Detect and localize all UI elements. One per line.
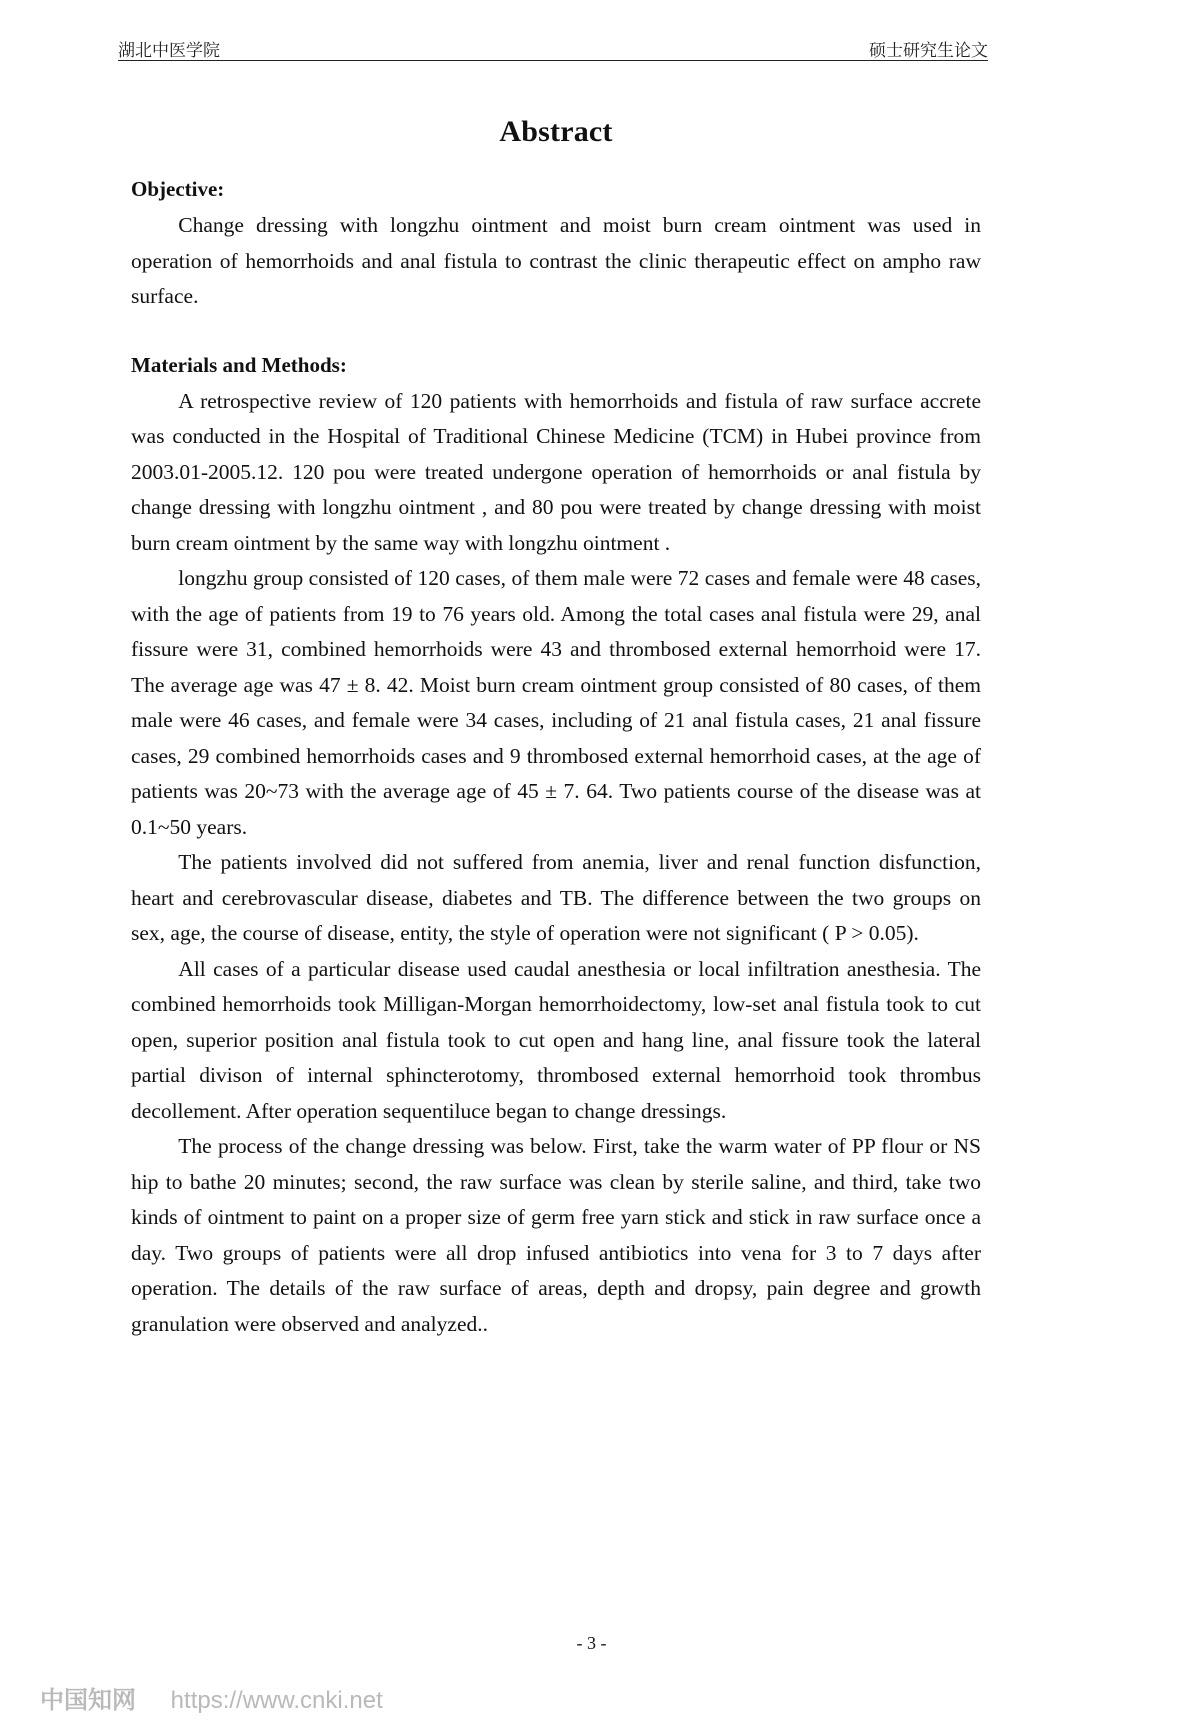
- methods-paragraph-4: All cases of a particular disease used caudal anesthesia or local infiltration anesthesia. The combined hemorrhoids took Milligan-Morgan hemorrhoidectomy, low-set anal fistula took to cut open, superior position anal fistula took to cut open and hang line, anal fissure took the lateral partial divison of internal sphincterotomy, thrombosed external hemorrhoid took thrombus decollement. After operation sequentiluce began to change dressings.: [131, 956, 981, 1123]
- running-header: [118, 34, 988, 61]
- methods-paragraph-2: longzhu group consisted of 120 cases, of them male were 72 cases and female were 48 cases, with the age of patients from 19 to 76 years old. Among the total cases anal fistula were 29, anal fissure were 31, combined hemorrhoids were 43 and thrombosed external hemorrhoid were 17. The average age was 47 ± 8. 42. Moist burn cream ointment group consisted of 80 cases, of them male were 46 cases, and female were 34 cases, including of 21 anal fistula cases, 21 anal fissure cases, 29 combined hemorrhoids cases and 9 thrombosed external hemorrhoid cases, at the age of patients was 20~73 with the average age of 45 ± 7. 64. Two patients course of the disease was at 0.1~50 years.: [131, 566, 981, 839]
- methods-paragraph-1: A retrospective review of 120 patients with hemorrhoids and fistula of raw surface accrete was conducted in the Hospital of Traditional Chinese Medicine (TCM) in Hubei province from 2003.01-2005.12. 120 pou were treated undergone operation of hemorrhoids or anal fistula by change dressing with longzhu ointment , and 80 pou were treated by change dressing with moist burn cream ointment by the same way with longzhu ointment .: [131, 388, 981, 555]
- page-title: Abstract: [499, 115, 613, 148]
- watermark-url: https://www.cnki.net: [170, 1687, 383, 1714]
- methods-paragraph-3: The patients involved did not suffered from anemia, liver and renal function disfunction, heart and cerebrovascular disease, diabetes and TB. The difference between the two groups on sex, age, the course of disease, entity, the style of operation were not significant ( P > 0.05).: [131, 850, 981, 945]
- page-number: - 3 -: [576, 1633, 607, 1653]
- methods-paragraph-5: The process of the change dressing was below. First, take the warm water of PP flour or NS hip to bathe 20 minutes; second, the raw surface was clean by sterile saline, and third, take two kinds of ointment to paint on a proper size of germ free yarn stick and stick in raw surface once a day. Two groups of patients were all drop infused antibiotics into vena for 3 to 7 days after operation. The details of the raw surface of areas, depth and dropsy, pain degree and growth granulation were observed and analyzed..: [131, 1134, 981, 1336]
- header-thesis-type: 硕士研究生论文: [869, 41, 988, 61]
- header-institution: 湖北中医学院: [118, 41, 220, 61]
- page-body: [131, 115, 981, 1342]
- objective-heading: Objective:: [131, 177, 225, 201]
- objective-paragraph: Change dressing with longzhu ointment and moist burn cream ointment was used in operation of hemorrhoids and anal fistula to contrast the clinic therapeutic effect on ampho raw surface.: [131, 213, 981, 308]
- methods-heading: Materials and Methods:: [131, 352, 347, 377]
- watermark: [40, 1680, 383, 1715]
- section-gap: [131, 315, 981, 353]
- watermark-logo: 中国知网: [40, 1687, 136, 1714]
